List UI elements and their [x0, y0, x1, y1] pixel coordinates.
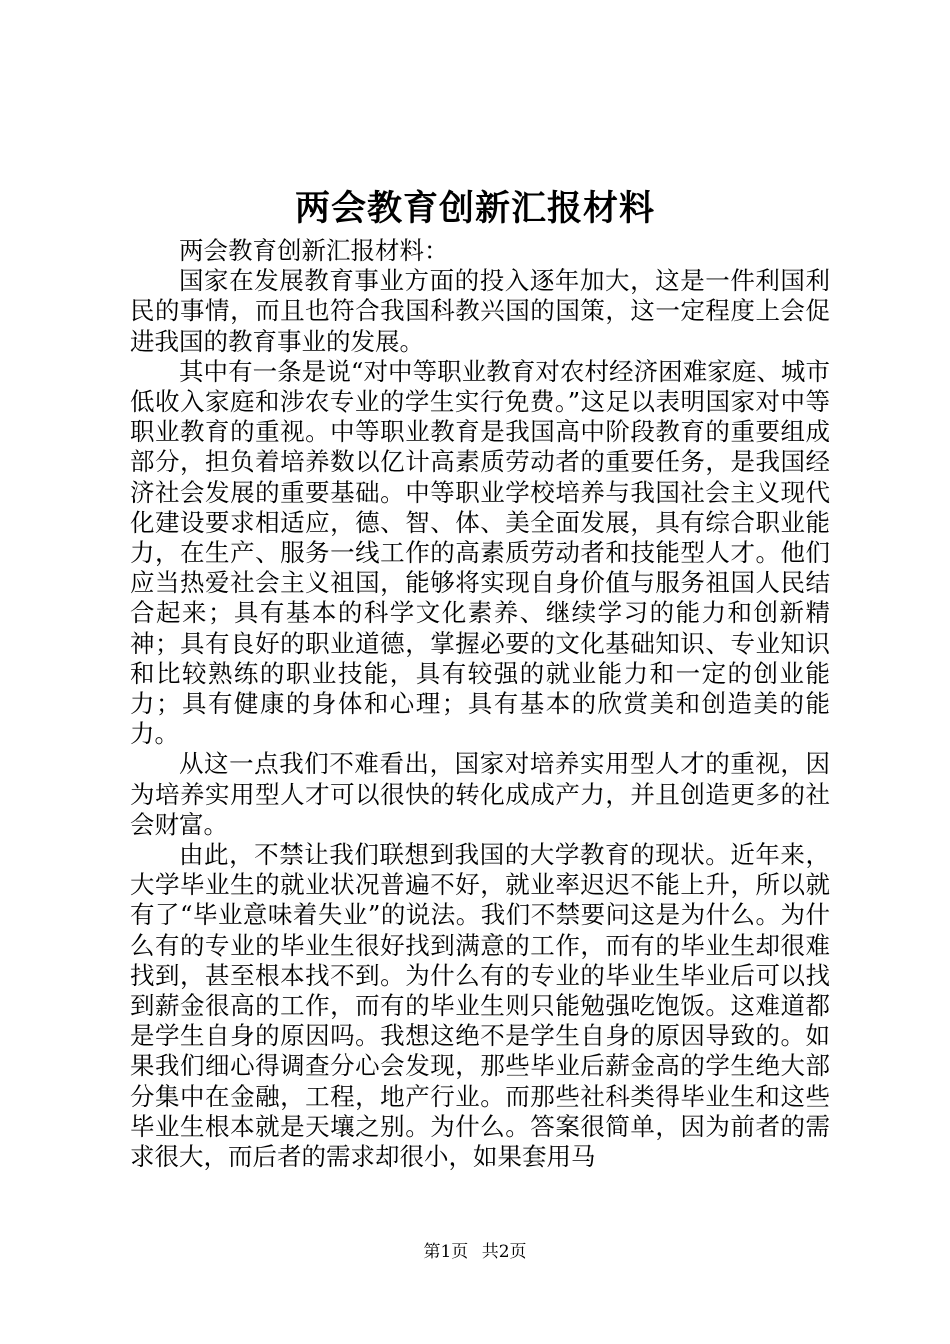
paragraph: 国家在发展教育事业方面的投入逐年加大，这是一件利国利民的事情，而且也符合我国科教兴国的国策，这一定程度上会促进我国的教育事业的发展。 — [130, 266, 830, 356]
paragraph: 其中有一条是说“对中等职业教育对农村经济困难家庭、城市低收入家庭和涉农专业的学生实行免费。”这足以表明国家对中等职业教育的重视。中等职业教育是我国高中阶段教育的重要组成部分，担负着培养数以亿计高素质劳动者的重要任务，是我国经济社会发展的重要基础。中等职业学校培养与我国社会主义现代化建设要求相适应，德、智、体、美全面发展，具有综合职业能力，在生产、服务一线工作的高素质劳动者和技能型人才。他们应当热爱社会主义祖国，能够将实现自身价值与服务祖国人民结合起来；具有基本的科学文化素养、继续学习的能力和创新精神；具有良好的职业道德，掌握必要的文化基础知识、专业知识和比较熟练的职业技能，具有较强的就业能力和一定的创业能力；具有健康的身体和心理；具有基本的欣赏美和创造美的能力。 — [130, 356, 830, 749]
paragraph: 由此，不禁让我们联想到我国的大学教育的现状。近年来，大学毕业生的就业状况普遍不好，就业率迟迟不能上升，所以就有了“毕业意味着失业”的说法。我们不禁要问这是为什么。为什么有的专业的毕业生很好找到满意的工作，而有的毕业生却很难找到，甚至根本找不到。为什么有的专业的毕业生毕业后可以找到薪金很高的工作，而有的毕业生则只能勉强吃饱饭。这难道都是学生自身的原因吗。我想这绝不是学生自身的原因导致的。如果我们细心得调查分心会发现，那些毕业后薪金高的学生绝大部分集中在金融，工程，地产行业。而那些社科类得毕业生和这些毕业生根本就是天壤之别。为什么。答案很简单，因为前者的需求很大，而后者的需求却很小，如果套用马 — [130, 840, 830, 1172]
paragraph-heading: 两会教育创新汇报材料： — [179, 236, 449, 265]
page-number: 第1页 — [423, 1242, 469, 1262]
document-body — [130, 236, 830, 1172]
page-total: 共2页 — [481, 1242, 527, 1262]
document-title: 两会教育创新汇报材料 — [294, 188, 655, 229]
page-footer — [0, 1240, 950, 1264]
paragraph: 从这一点我们不难看出，国家对培养实用型人才的重视，因为培养实用型人才可以很快的转化成成产力，并且创造更多的社会财富。 — [130, 749, 830, 839]
